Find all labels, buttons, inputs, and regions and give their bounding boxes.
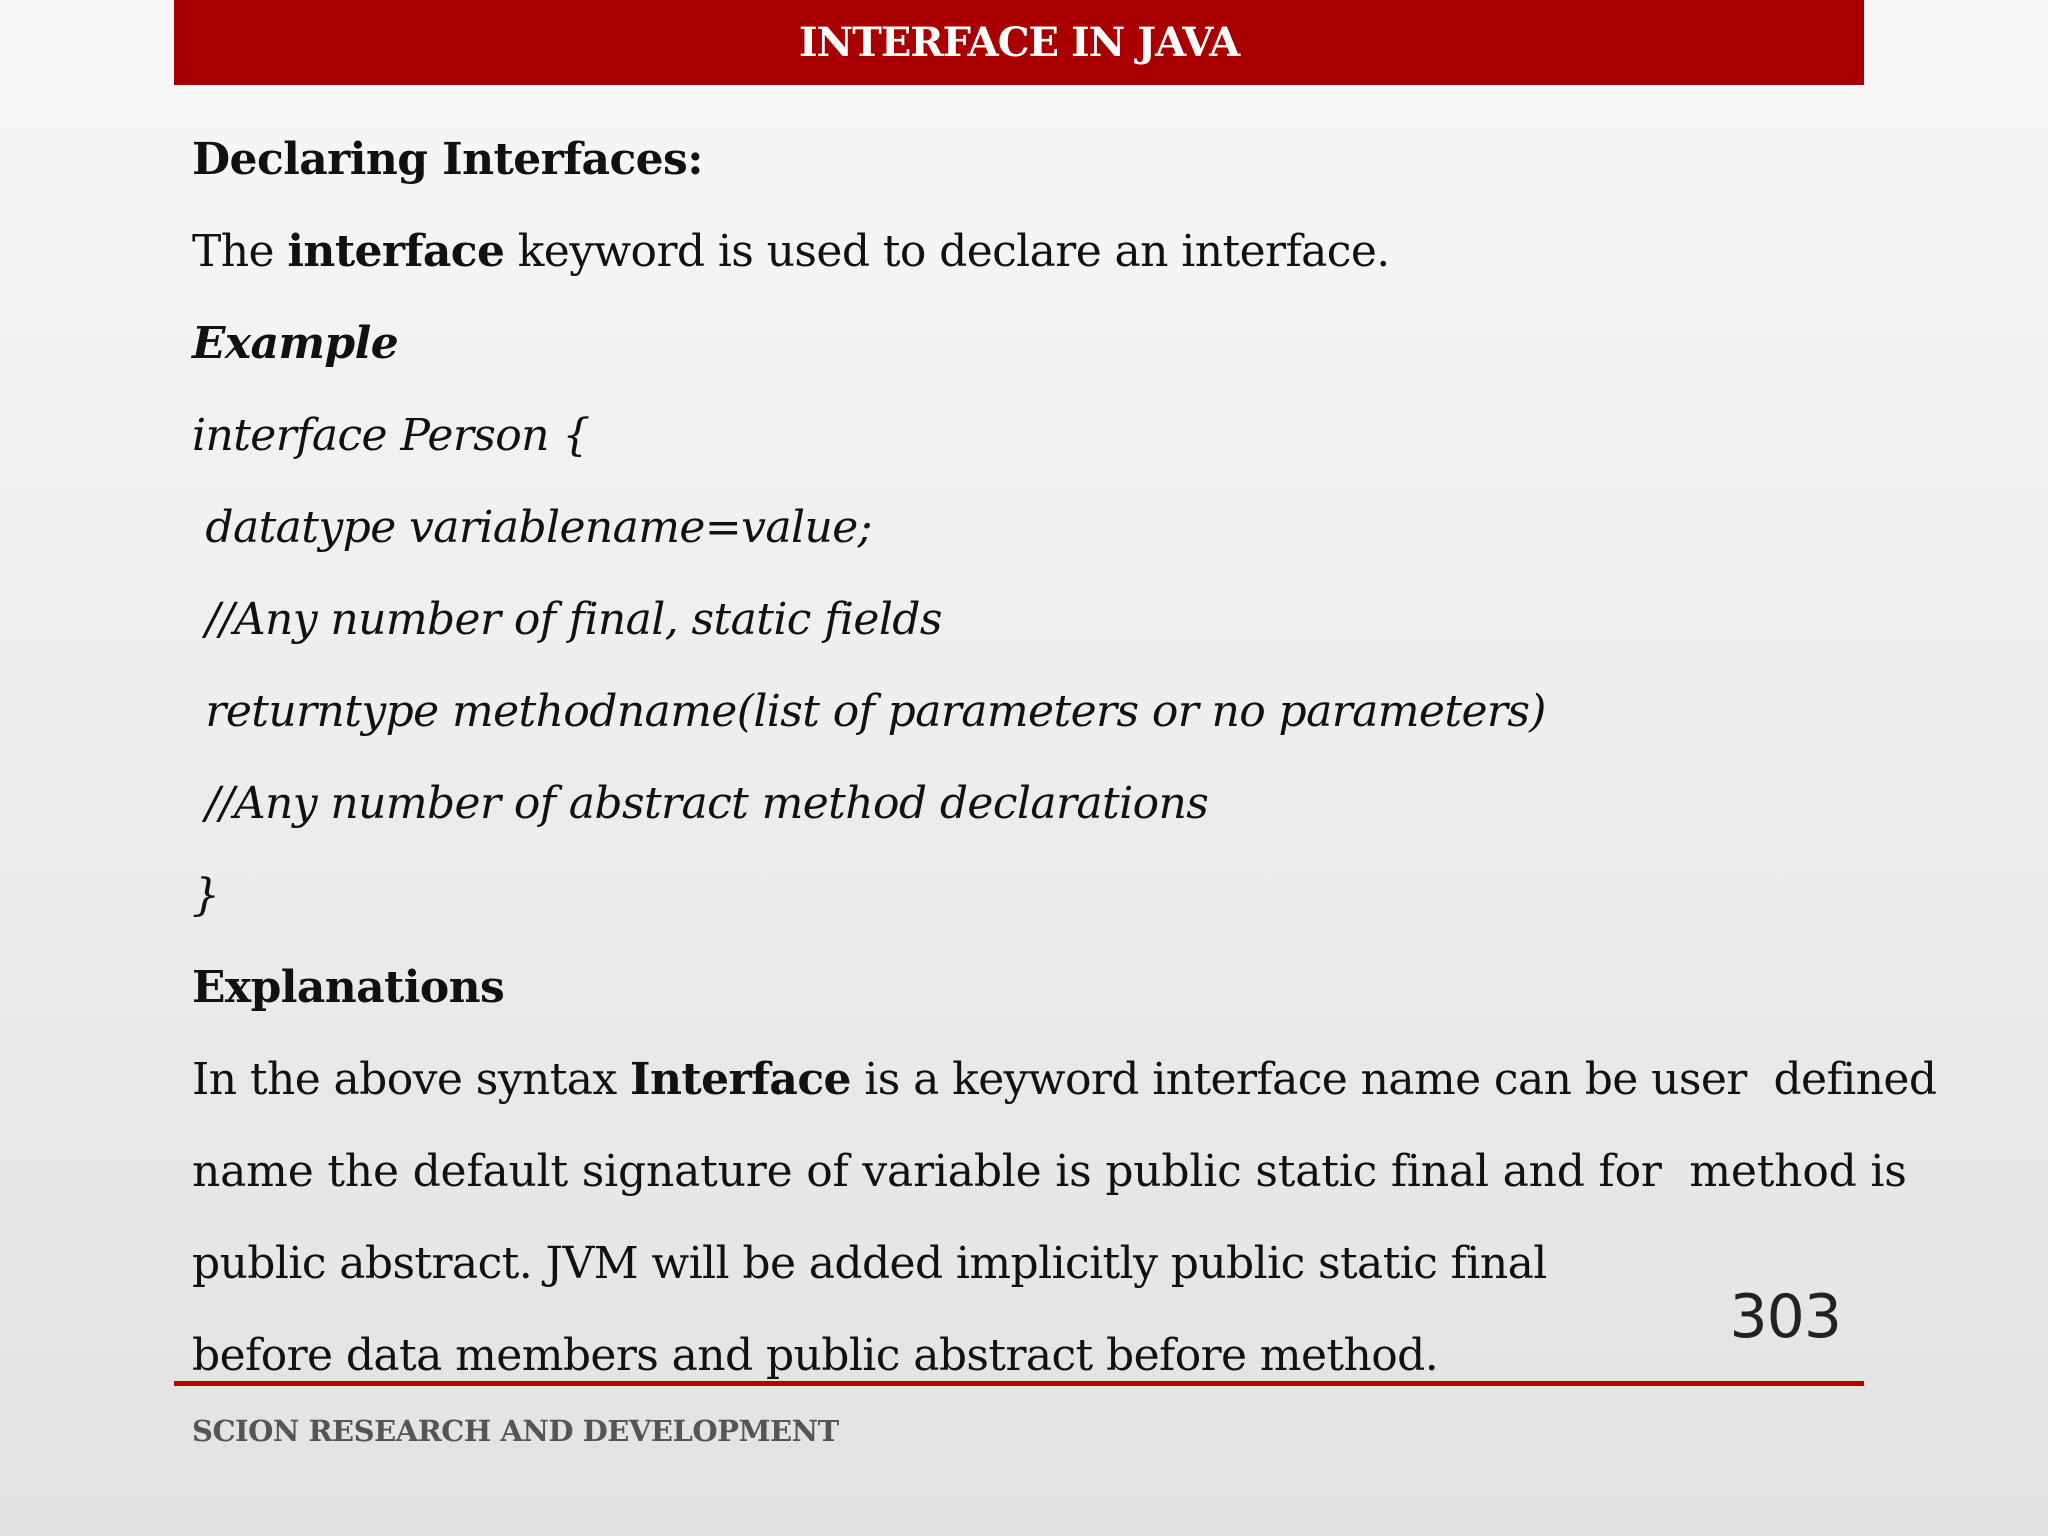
page-number: 303 (1729, 1282, 1841, 1352)
explanation-line-2: name the default signature of variable is public static final and for method is (192, 1146, 1907, 1197)
example-label: Example (192, 318, 399, 369)
heading-explanations: Explanations (192, 962, 505, 1013)
explanation-text-pre: In the above syntax (192, 1054, 631, 1105)
intro-keyword: interface (287, 226, 505, 277)
intro-text-pre: The (192, 226, 288, 277)
code-line: datatype variablename=value; (192, 502, 872, 553)
explanation-line-3: public abstract. JVM will be added implicitly public static final (192, 1238, 1547, 1289)
code-line: //Any number of abstract method declarations (192, 778, 1209, 829)
code-line: interface Person { (192, 410, 590, 461)
intro-text-post: keyword is used to declare an interface. (504, 226, 1390, 277)
slide-content (192, 114, 1937, 1402)
code-line: returntype methodname(list of parameters or no parameters) (192, 686, 1546, 737)
slide-title: INTERFACE IN JAVA (798, 19, 1240, 66)
intro-paragraph (192, 206, 1842, 298)
explanation-line-4: before data members and public abstract before method. (192, 1330, 1439, 1381)
code-line: } (192, 870, 220, 921)
heading-declaring-interfaces: Declaring Interfaces: (192, 134, 703, 185)
explanation-line-1 (192, 1034, 1937, 1126)
footer-divider (174, 1381, 1864, 1386)
code-line: //Any number of final, static fields (192, 594, 942, 645)
explanation-text-post: is a keyword interface name can be user defined (850, 1054, 1937, 1105)
slide-title-bar (174, 0, 1864, 85)
footer-organization: SCION RESEARCH AND DEVELOPMENT (192, 1414, 839, 1448)
explanation-keyword: Interface (630, 1054, 851, 1105)
